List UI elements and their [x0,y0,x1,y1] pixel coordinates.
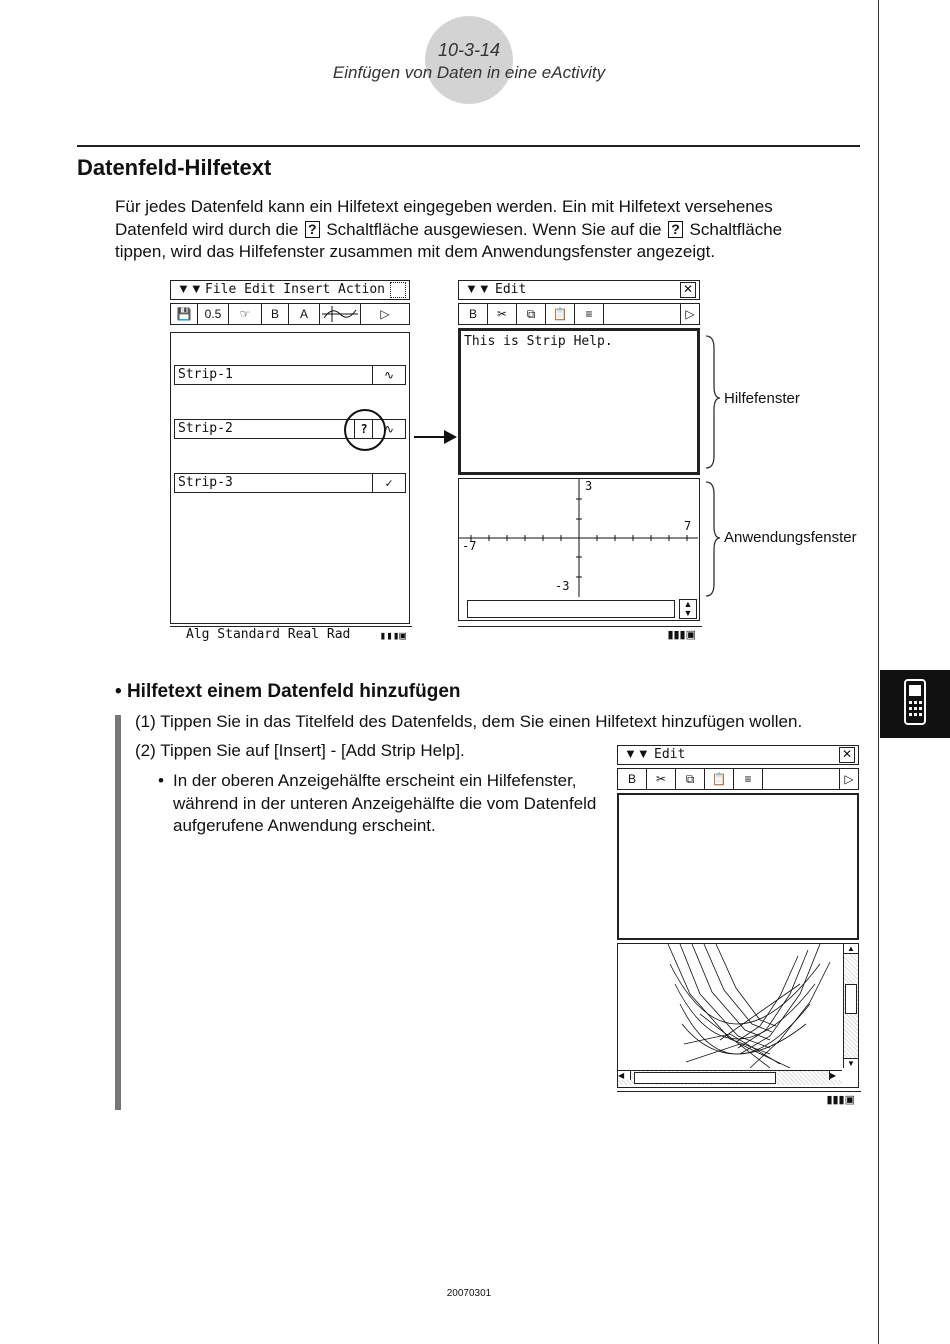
eactivity-screen [170,280,412,646]
result-screen [617,745,861,1111]
geometry-icon[interactable]: ✓ [372,474,405,492]
bullet-icon: • [158,771,164,790]
strip-title[interactable]: Strip-3 [178,475,233,490]
list-icon[interactable]: ≡ [575,304,604,324]
help-button[interactable]: ? [354,420,373,438]
y-min-label: -3 [555,579,570,593]
menu-edit[interactable]: Edit [654,747,686,762]
scroll-right-icon[interactable]: ▷ [380,307,390,321]
graph-window[interactable] [458,478,700,621]
help-screen [458,280,702,646]
3d-graph-window[interactable] [617,943,859,1088]
hand-icon[interactable]: ☞ [229,304,262,324]
help-window[interactable] [617,793,859,940]
font-button[interactable]: A [289,304,320,324]
intro-text-1: Für jedes Datenfeld kann ein Hilfetext eingegeben werden. Ein mit Hilfetext versehenes Datenfeld wird durch die [115,197,773,239]
toolbar-spacer [763,769,840,789]
status-text: Alg Standard Real Rad [186,627,351,642]
horizontal-scrollbar[interactable] [618,1070,842,1085]
close-icon[interactable]: ✕ [839,747,855,763]
x-max-label: 7 [684,519,692,533]
help-window-label: Hilfefenster [724,390,800,407]
intro-text-3: Schaltfläche tippen, wird das Hilfefenster zusammen mit dem Anwendungsfenster angezeigt. [115,219,783,261]
save-icon[interactable]: 💾 [171,304,198,324]
x-min-label: -7 [462,539,477,553]
bold-button[interactable]: B [262,304,289,324]
intro-paragraph [115,196,835,264]
scroll-right-icon[interactable]: ▷ [685,307,695,321]
toolbar [617,768,859,790]
toolbar [170,303,410,325]
toolbar [458,303,700,325]
help-button-icon: ? [668,221,683,238]
braces [702,334,722,604]
stepper-icon[interactable]: ▲ ▼ [679,599,697,619]
status-bar [458,626,702,644]
strip-3[interactable] [174,473,406,493]
section-title: Datenfeld-Hilfetext [77,155,272,180]
graph-strip-icon[interactable] [320,304,361,324]
copy-icon[interactable]: ⧉ [517,304,546,324]
howto-title [115,681,461,703]
scroll-right-icon[interactable]: ▷ [844,772,854,786]
menu-arrow-icon[interactable]: ▼▼ [177,281,203,296]
vertical-scrollbar[interactable] [843,944,858,1068]
menu-arrow-icon[interactable]: ▼▼ [624,746,650,761]
margin-line [878,0,879,1344]
graph-axes [459,479,698,597]
menu-bar [617,745,859,765]
scroll-thumb[interactable] [845,984,857,1014]
bold-button[interactable]: B [618,769,647,789]
calculator-icon [880,670,950,738]
graph-icon[interactable]: ∿ [372,366,405,384]
app-window-label: Anwendungsfenster [724,529,857,546]
bold-button[interactable]: B [459,304,488,324]
paste-icon[interactable]: 📋 [546,304,575,324]
battery-icon: ▮▮▮▣ [667,629,696,641]
paste-icon[interactable]: 📋 [705,769,734,789]
menu-items[interactable]: File Edit Insert Action [205,282,386,297]
3d-graph-surface [620,944,842,1068]
procedure-bar [115,715,121,1110]
step-1: (1) Tippen Sie in das Titelfeld des Datenfelds, dem Sie einen Hilfetext hinzufügen wollen. [135,712,803,731]
howto-title-text: Hilfetext einem Datenfeld hinzufügen [126,681,461,702]
list-icon[interactable]: ≡ [734,769,763,789]
highlight-circle [344,409,386,451]
calc-icon[interactable]: 0.5 [198,304,229,324]
footer-code: 20070301 [446,1288,492,1299]
copy-icon[interactable]: ⧉ [676,769,705,789]
intro-text-2: Schaltfläche ausgewiesen. Wenn Sie auf die [321,219,667,239]
arrow-right-icon [412,428,458,446]
scroll-up-icon[interactable]: ▲ [844,944,858,954]
scroll-thumb[interactable] [634,1072,776,1084]
close-icon[interactable]: ✕ [680,282,696,298]
strip-1[interactable] [174,365,406,385]
header-rule [77,145,860,147]
help-text: This is Strip Help. [464,334,613,349]
help-window[interactable] [458,328,700,475]
battery-icon: ▮▮▮▣ [379,629,406,642]
menu-edit[interactable]: Edit [495,282,527,297]
cut-icon[interactable]: ✂ [488,304,517,324]
strip-title[interactable]: Strip-1 [178,367,233,382]
status-bar [170,626,412,644]
scroll-left-icon[interactable]: ◀ [618,1071,631,1080]
bullet-icon: • [115,681,127,702]
menu-arrow-icon[interactable]: ▼▼ [465,281,491,296]
chapter-tab [880,670,950,738]
scroll-down-icon[interactable]: ▼ [844,1058,858,1068]
step-2: (2) Tippen Sie auf [Insert] - [Add Strip Help]. [135,741,465,760]
strip-area [170,332,410,624]
help-button-icon: ? [305,221,320,238]
toolbar-spacer [604,304,681,324]
note-text: In der oberen Anzeigehälfte erscheint ein Hilfefenster, während in der unteren Anzeigehälfte die vom Datenfeld aufgerufene Anwendung erscheint. [173,771,597,835]
y-max-label: 3 [585,479,593,493]
graph-icon[interactable]: ∿ [372,420,405,438]
entry-field[interactable] [467,600,675,618]
page-number: 10-3-14 [437,40,501,60]
menu-bar [170,280,410,300]
step-2-note [158,770,610,838]
status-bar [617,1091,861,1109]
strip-title[interactable]: Strip-2 [178,421,233,436]
menu-bar [458,280,700,300]
close-icon[interactable] [390,282,406,298]
battery-icon: ▮▮▮▣ [826,1094,855,1106]
cut-icon[interactable]: ✂ [647,769,676,789]
scroll-right-icon[interactable]: ▶ [829,1071,842,1080]
page-subtitle: Einfügen von Daten in eine eActivity [332,63,606,82]
